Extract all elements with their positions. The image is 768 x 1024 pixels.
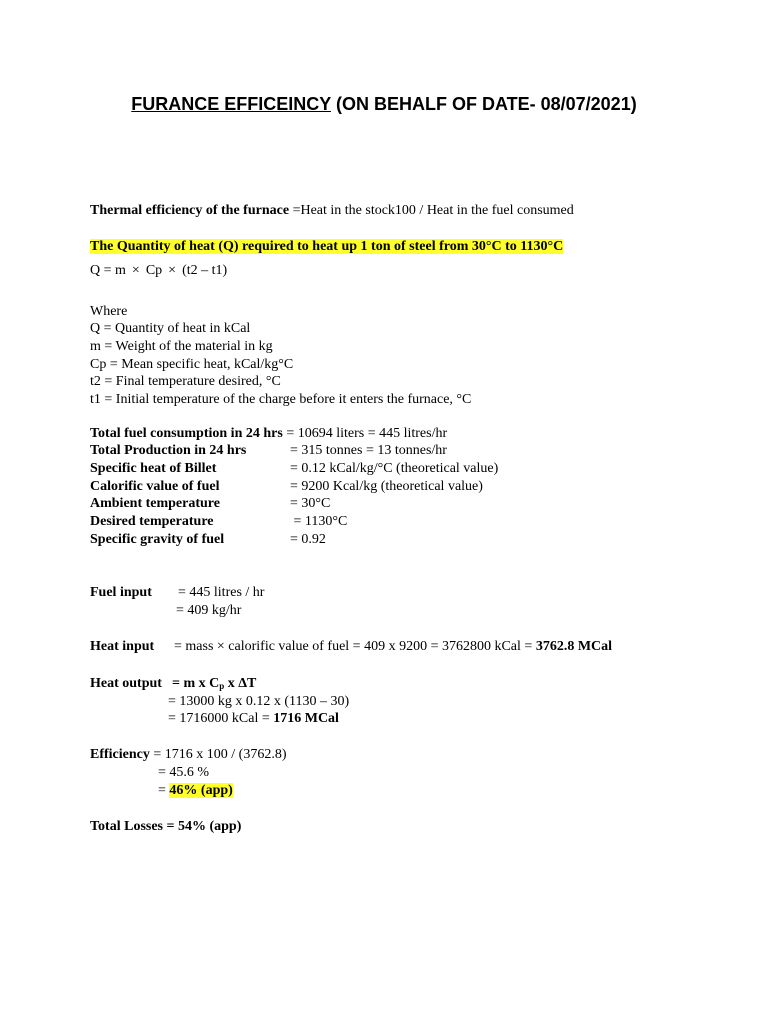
efficiency-line3 bbox=[158, 782, 233, 799]
where-item: Cp = Mean specific heat, kCal/kg°C bbox=[90, 357, 294, 372]
param-label: Specific gravity of fuel bbox=[90, 532, 225, 547]
formula-rest: (t2 – t1) bbox=[182, 263, 228, 278]
heat-input-formula bbox=[174, 638, 612, 655]
heat-output-label: Heat output bbox=[90, 676, 162, 691]
formula-times-1: × bbox=[131, 263, 140, 278]
param-value: = 10694 liters = 445 litres/hr bbox=[282, 426, 448, 441]
fuel-input-label-text: Fuel input bbox=[90, 585, 152, 600]
param-value: = 30°C bbox=[290, 496, 331, 511]
param-value: = 1130°C bbox=[290, 514, 348, 529]
param-label: Total fuel consumption in 24 hrs bbox=[90, 426, 283, 441]
heat-output-formula-sub: p bbox=[219, 681, 225, 691]
param-specific-heat bbox=[90, 460, 498, 477]
efficiency-line1 bbox=[90, 746, 286, 763]
param-calorific bbox=[90, 478, 483, 495]
total-losses: Total Losses = 54% (app) bbox=[90, 819, 242, 834]
param-value: = 0.92 bbox=[290, 532, 326, 547]
heat-input-text: = mass × calorific value of fuel = 409 x 9200 = 3762800 kCal = bbox=[174, 639, 536, 654]
heat-output-formula-b: x ΔT bbox=[224, 676, 257, 691]
fuel-input-line1: = 445 litres / hr bbox=[178, 585, 265, 600]
formula-times-2: × bbox=[168, 263, 177, 278]
heat-output-label-line bbox=[90, 675, 162, 692]
param-fuel-consumption bbox=[90, 425, 447, 442]
where-heading: Where bbox=[90, 304, 128, 319]
heat-output-formula bbox=[172, 675, 256, 695]
where-item: t2 = Final temperature desired, °C bbox=[90, 374, 281, 389]
where-item: t1 = Initial temperature of the charge before it enters the furnace, °C bbox=[90, 392, 472, 407]
efficiency-line2: = 45.6 % bbox=[158, 765, 210, 780]
thermal-efficiency-line bbox=[90, 202, 574, 219]
heat-output-line3-text: = 1716000 kCal = bbox=[168, 711, 274, 726]
page-title bbox=[0, 94, 768, 115]
param-production bbox=[90, 442, 447, 459]
param-label: Desired temperature bbox=[90, 514, 214, 529]
param-label: Specific heat of Billet bbox=[90, 461, 217, 476]
heat-output-line3-result: 1716 MCal bbox=[273, 711, 339, 726]
param-label: Calorific value of fuel bbox=[90, 479, 220, 494]
param-gravity bbox=[90, 531, 326, 548]
heat-input-line bbox=[90, 638, 154, 655]
param-label: Ambient temperature bbox=[90, 496, 220, 511]
fuel-input-line2: = 409 kg/hr bbox=[176, 603, 242, 618]
heat-output-formula-a: = m x C bbox=[172, 676, 220, 691]
heat-output-line3 bbox=[168, 710, 339, 727]
where-item: m = Weight of the material in kg bbox=[90, 339, 273, 354]
efficiency-line3-eq: = bbox=[158, 783, 170, 798]
formula-cp: Cp bbox=[145, 263, 163, 278]
param-value: = 9200 Kcal/kg (theoretical value) bbox=[290, 479, 483, 494]
thermal-efficiency-text: =Heat in the stock100 / Heat in the fuel consumed bbox=[292, 203, 574, 218]
param-ambient bbox=[90, 495, 330, 512]
title-rest: (ON BEHALF OF DATE- 08/07/2021) bbox=[330, 94, 637, 114]
thermal-efficiency-label: Thermal efficiency of the furnace bbox=[90, 203, 293, 218]
title-underlined: FURANCE EFFICEINCY bbox=[131, 94, 331, 114]
param-value: = 0.12 kCal/kg/°C (theoretical value) bbox=[290, 461, 499, 476]
heat-formula bbox=[90, 262, 227, 279]
quantity-heading-text: The Quantity of heat (Q) required to heat up 1 ton of steel from 30°C to 1130°C bbox=[90, 239, 564, 254]
fuel-input-label bbox=[90, 584, 152, 601]
heat-input-label: Heat input bbox=[90, 639, 155, 654]
efficiency-label: Efficiency bbox=[90, 747, 150, 762]
where-item: Q = Quantity of heat in kCal bbox=[90, 321, 251, 336]
efficiency-result: 46% (app) bbox=[169, 783, 233, 798]
quantity-heading bbox=[90, 238, 563, 255]
formula-q: Q = m bbox=[90, 263, 126, 278]
param-value: = 315 tonnes = 13 tonnes/hr bbox=[290, 443, 447, 458]
param-label: Total Production in 24 hrs bbox=[90, 443, 247, 458]
param-desired bbox=[90, 513, 347, 530]
heat-input-result: 3762.8 MCal bbox=[535, 639, 613, 654]
efficiency-line1-text: = 1716 x 100 / (3762.8) bbox=[149, 747, 287, 762]
heat-output-line2: = 13000 kg x 0.12 x (1130 – 30) bbox=[168, 694, 350, 709]
